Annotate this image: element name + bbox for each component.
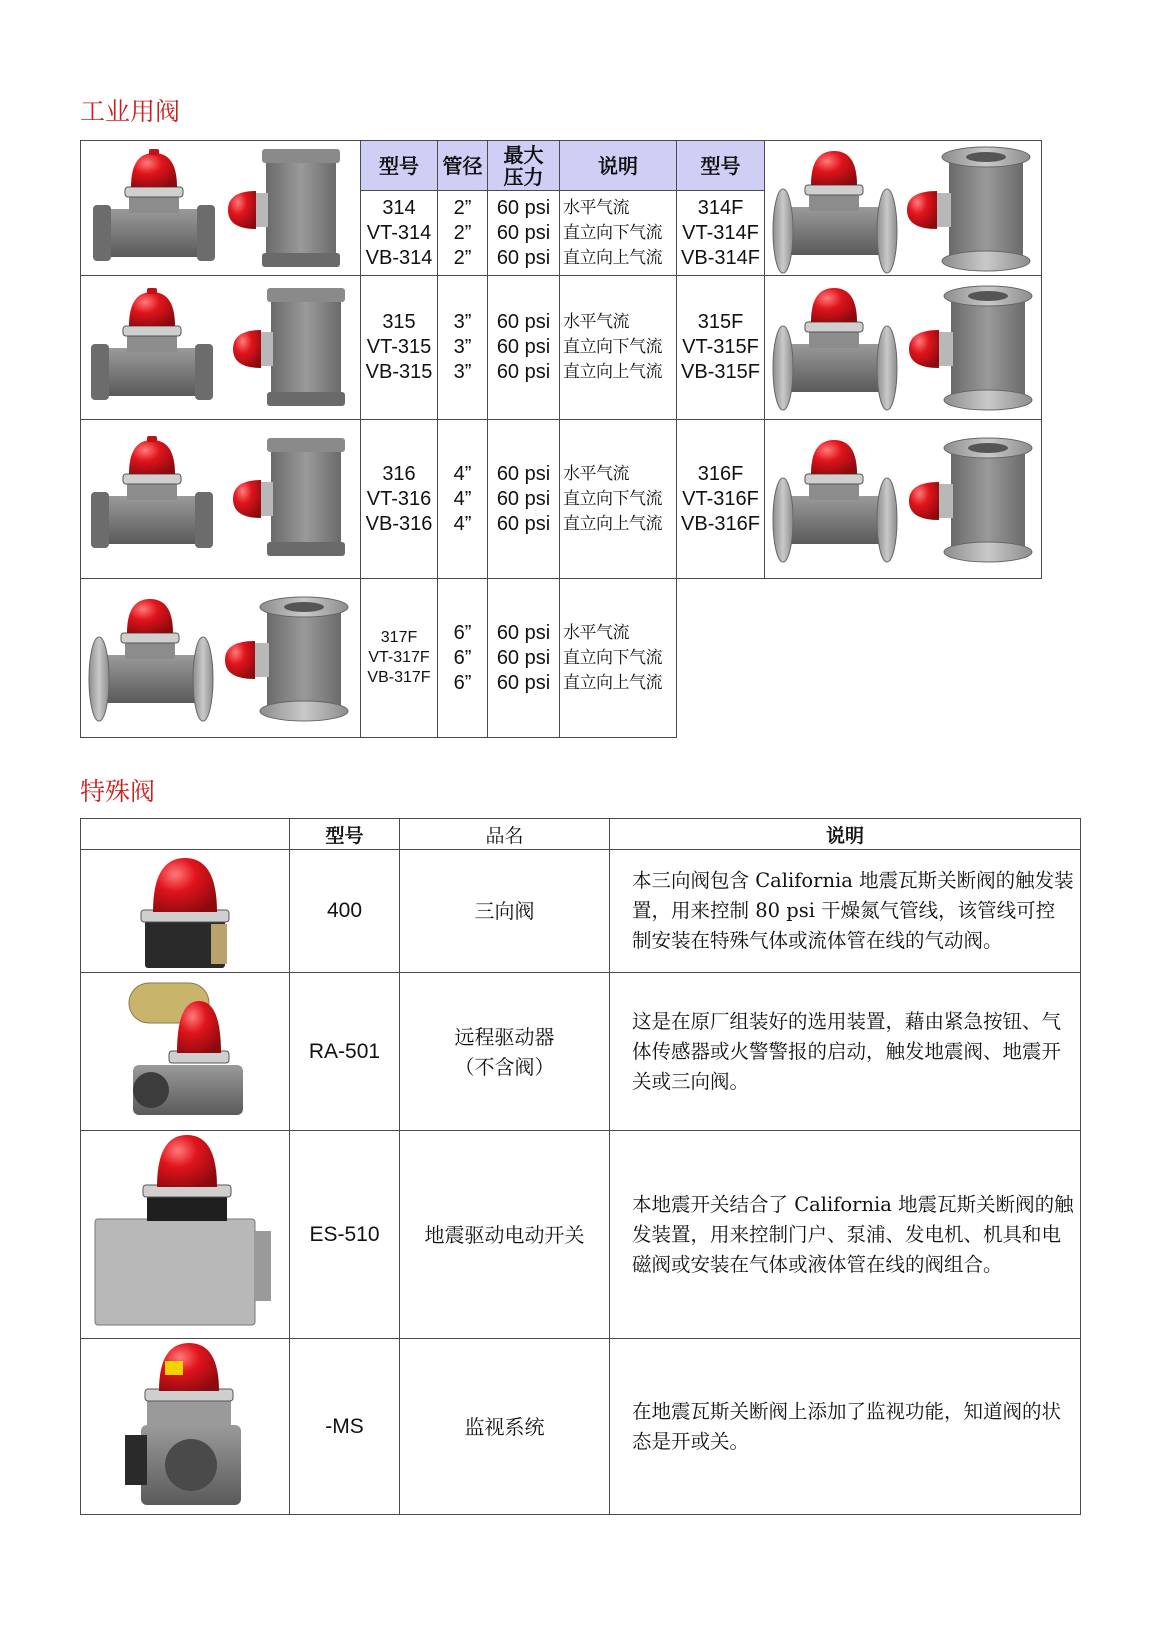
pressure-cell: 60 psi <box>496 196 551 219</box>
models-316 <box>361 420 438 579</box>
valve-315-photos <box>81 276 361 420</box>
name-monitoring-system: 监视系统 <box>400 1339 610 1515</box>
pressures-316 <box>488 420 560 579</box>
pipe-cell: 2” <box>453 246 472 269</box>
model-cell: VB-315 <box>365 361 433 383</box>
pressure-cell: 60 psi <box>496 221 551 244</box>
valve-315F-photos <box>765 276 1042 420</box>
empty-cell <box>765 579 1042 738</box>
valve-314-photos <box>81 141 361 276</box>
model-RA-501: RA-501 <box>290 973 400 1131</box>
pipe-cell: 4” <box>453 512 472 535</box>
valve-315F-image <box>765 276 1041 419</box>
model-cell: 315 <box>382 311 416 333</box>
pressure-cell: 60 psi <box>496 361 551 383</box>
descs-316 <box>560 420 677 579</box>
three-way-valve-image <box>81 850 289 972</box>
seismic-switch-image <box>81 1131 289 1338</box>
pressure-cell: 60 psi <box>496 512 551 535</box>
desc-cell: 直立向上气流 <box>563 247 662 268</box>
flange-model-cell: VT-314F <box>682 221 759 244</box>
desc-cell: 水平气流 <box>563 197 629 218</box>
model-cell: VB-314 <box>365 246 433 269</box>
desc-ES-510: 本地震开关结合了 California 地震瓦斯关断阀的触发装置，用来控制门户、泵浦、发电机、机具和电磁阀或安装在气体或液体管在线的阀组合。 <box>610 1131 1081 1339</box>
valve-314F-photos <box>765 141 1042 276</box>
pipes-316 <box>438 420 488 579</box>
valve-315-image <box>81 276 360 419</box>
pipe-cell: 4” <box>453 487 472 510</box>
flange-model-cell: 314F <box>697 196 744 219</box>
model-cell: 317F <box>380 629 418 646</box>
valve-316F-photos <box>765 420 1042 579</box>
desc-cell: 直立向上气流 <box>563 513 662 534</box>
valve-314F-image <box>765 141 1041 275</box>
flange-models-316 <box>677 420 765 579</box>
header-model: 型号 <box>361 141 438 191</box>
model-cell: 314 <box>382 196 416 219</box>
name-line2: （不含阀） <box>454 1054 555 1079</box>
industrial-valve-table <box>80 140 1042 738</box>
pipes-317F <box>438 579 488 738</box>
desc-cell: 直立向上气流 <box>563 672 662 693</box>
valve-314-image <box>81 141 360 275</box>
header-image-blank <box>81 819 290 850</box>
name-line1: 远程驱动器 <box>454 1024 555 1049</box>
pipe-cell: 6” <box>453 621 472 644</box>
remote-actuator-photo <box>81 973 290 1131</box>
model-400: 400 <box>290 850 400 973</box>
model-MS: -MS <box>290 1339 400 1515</box>
models-314 <box>361 191 438 276</box>
desc-RA-501: 这是在原厂组装好的选用装置，藉由紧急按钮、气体传感器或火警警报的启动，触发地震阀、地震开关或三向阀。 <box>610 973 1081 1131</box>
industrial-section-title: 工业用阀 <box>80 97 181 126</box>
monitoring-system-photo <box>81 1339 290 1515</box>
header-pipe-size: 管径 <box>438 141 488 191</box>
model-ES-510: ES-510 <box>290 1131 400 1339</box>
pressures-315 <box>488 276 560 420</box>
pressure-cell: 60 psi <box>496 336 551 358</box>
valve-316-image <box>81 420 360 578</box>
name-seismic-switch: 地震驱动电动开关 <box>400 1131 610 1339</box>
desc-cell: 直立向下气流 <box>563 337 662 357</box>
valve-317F-image <box>81 579 360 737</box>
model-cell: 316 <box>382 462 416 485</box>
pipe-cell: 3” <box>453 336 472 358</box>
special-valve-table <box>80 818 1081 1515</box>
valve-316-photos <box>81 420 361 579</box>
desc-MS: 在地震瓦斯关断阀上添加了监视功能，知道阀的状态是开或关。 <box>610 1339 1081 1515</box>
flange-model-cell: VB-314F <box>681 246 760 269</box>
header-description: 说明 <box>610 819 1081 850</box>
name-remote-actuator <box>400 973 610 1131</box>
model-cell: VT-317F <box>368 649 430 666</box>
desc-cell: 直立向下气流 <box>563 222 662 243</box>
desc-cell: 直立向上气流 <box>563 362 662 382</box>
pressure-cell: 60 psi <box>496 487 551 510</box>
remote-actuator-image <box>81 973 289 1130</box>
flange-model-cell: VT-315F <box>682 336 759 358</box>
pressures-317F <box>488 579 560 738</box>
header-model: 型号 <box>290 819 400 850</box>
header-max-pressure <box>488 141 560 191</box>
pipe-cell: 3” <box>453 311 472 333</box>
pipe-cell: 4” <box>453 462 472 485</box>
model-cell: VT-314 <box>366 221 432 244</box>
desc-cell: 直立向下气流 <box>563 647 662 668</box>
model-cell: VB-316 <box>365 512 433 535</box>
flange-models-314 <box>677 191 765 276</box>
seismic-switch-photo <box>81 1131 290 1339</box>
flange-models-315 <box>677 276 765 420</box>
flange-model-cell: VB-315F <box>681 361 760 383</box>
header-pressure-line2: 压力 <box>503 164 544 189</box>
flange-model-cell: 315F <box>697 311 744 333</box>
desc-cell: 水平气流 <box>563 463 629 484</box>
pressure-cell: 60 psi <box>496 621 551 644</box>
desc-cell: 直立向下气流 <box>563 488 662 509</box>
descs-317F <box>560 579 677 738</box>
desc-400: 本三向阀包含 California 地震瓦斯关断阀的触发装置，用来控制 80 psi 干燥氮气管线，该管线可控制安装在特殊气体或流体管在线的气动阀。 <box>610 850 1081 973</box>
descs-315 <box>560 276 677 420</box>
monitoring-system-image <box>81 1339 289 1514</box>
desc-cell: 水平气流 <box>563 622 629 643</box>
model-cell: VB-317F <box>367 669 431 686</box>
header-pressure-line1: 最大 <box>503 142 544 167</box>
pressure-cell: 60 psi <box>496 462 551 485</box>
pressure-cell: 60 psi <box>496 246 551 269</box>
valve-317F-photos <box>81 579 361 738</box>
special-section-title: 特殊阀 <box>80 777 156 806</box>
desc-cell: 水平气流 <box>563 312 629 332</box>
pipe-cell: 6” <box>453 646 472 669</box>
three-way-valve-photo <box>81 850 290 973</box>
model-cell: VT-316 <box>366 487 432 510</box>
pressure-cell: 60 psi <box>496 311 551 333</box>
pressures-314 <box>488 191 560 276</box>
valve-316F-image <box>765 420 1041 578</box>
pressure-cell: 60 psi <box>496 671 551 694</box>
pipes-314 <box>438 191 488 276</box>
pressure-cell: 60 psi <box>496 646 551 669</box>
header-flange-model: 型号 <box>677 141 765 191</box>
flange-model-cell: VT-316F <box>682 487 759 510</box>
empty-cell <box>677 579 765 738</box>
pipe-cell: 3” <box>453 361 472 383</box>
models-315 <box>361 276 438 420</box>
flange-model-cell: 316F <box>697 462 744 485</box>
flange-model-cell: VB-316F <box>681 512 760 535</box>
model-cell: VT-315 <box>366 336 432 358</box>
pipe-cell: 6” <box>453 671 472 694</box>
models-317F <box>361 579 438 738</box>
pipe-cell: 2” <box>453 221 472 244</box>
pipe-cell: 2” <box>453 196 472 219</box>
name-three-way-valve: 三向阀 <box>400 850 610 973</box>
descs-314 <box>560 191 677 276</box>
header-description: 说明 <box>560 141 677 191</box>
pipes-315 <box>438 276 488 420</box>
header-product-name: 品名 <box>400 819 610 850</box>
